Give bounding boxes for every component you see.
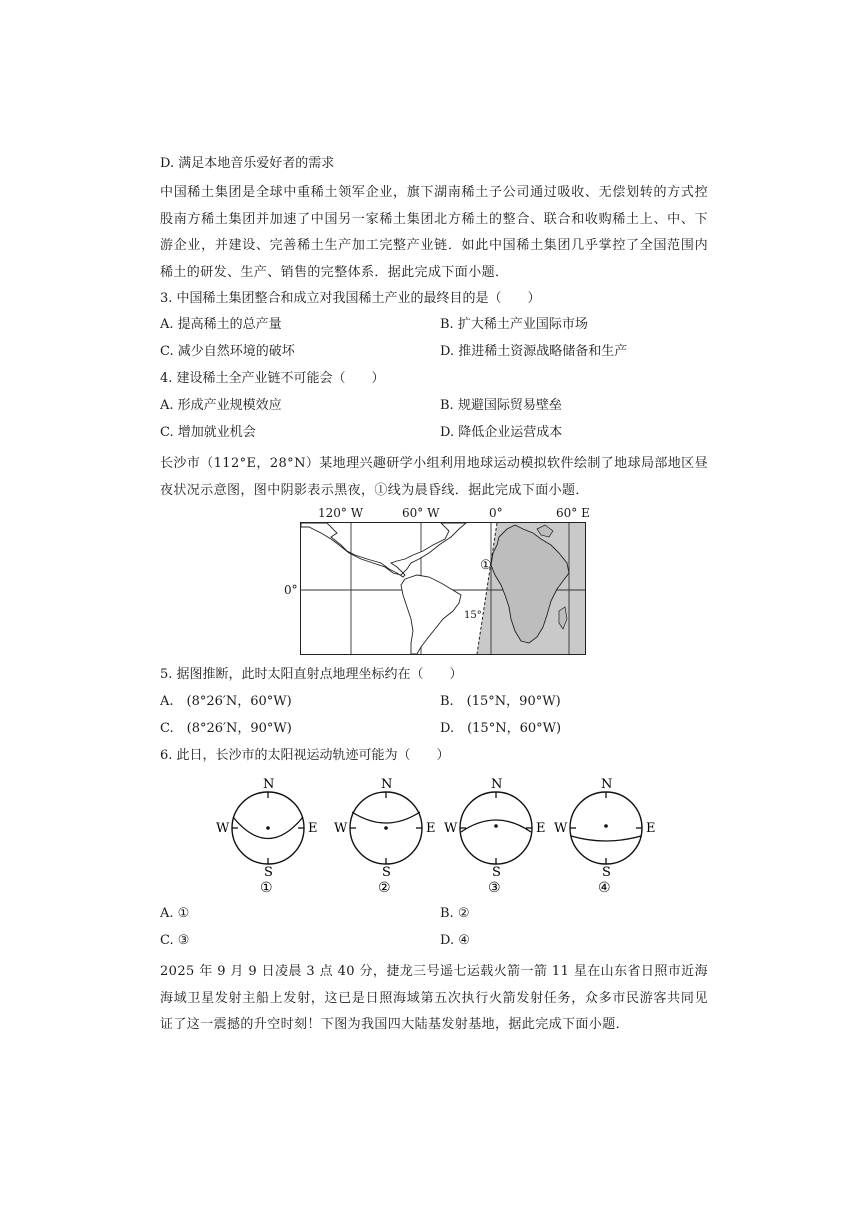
passage-rocket-launch: 2025 年 9 月 9 日凌晨 3 点 40 分，捷龙三号遥七运载火箭一箭 11 星在山东省日照市近海海域卫星发射主船上发射，这已是日照海域第五次执行火箭发射任务，众多市民游客共同见证了这一震撼的升空时刻！下图为我国四大陆基发射基地，据此完成下面小题． bbox=[160, 964, 708, 1032]
sun-path-diagram-4 bbox=[554, 777, 656, 896]
east-label: E bbox=[308, 821, 318, 836]
north-label: N bbox=[263, 777, 275, 792]
south-label: S bbox=[264, 865, 273, 880]
north-label: N bbox=[381, 777, 393, 792]
question-6-option-b: B. ② bbox=[440, 906, 470, 921]
map-lon-label-60e: 60° E bbox=[556, 506, 590, 520]
west-label: W bbox=[554, 821, 568, 836]
question-3-option-a: A. 提高稀土的总产量 bbox=[160, 317, 282, 332]
east-label: E bbox=[536, 821, 546, 836]
question-5-option-a: A. (8°26′N，60°W) bbox=[160, 694, 292, 709]
south-label: S bbox=[602, 865, 611, 880]
sun-path-diagram-3 bbox=[444, 777, 546, 896]
passage-changsha: 长沙市（112°E，28°N）某地理兴趣研学小组利用地球运动模拟软件绘制了地球局部地区昼夜状况示意图，图中阴影表示黑夜，①线为晨昏线．据此完成下面小题． bbox=[160, 456, 708, 498]
diagram-number: ③ bbox=[488, 880, 501, 896]
question-3-option-b: B. 扩大稀土产业国际市场 bbox=[440, 317, 588, 332]
diagram-number: ② bbox=[378, 880, 391, 896]
sun-path-svg bbox=[210, 772, 660, 897]
question-6-stem: 6. 此日，长沙市的太阳视运动轨迹可能为（ ） bbox=[160, 748, 450, 763]
map-lat-label-equator: 0° bbox=[284, 583, 298, 597]
angle-label: 15° bbox=[464, 610, 482, 621]
zenith-dot bbox=[266, 826, 270, 830]
zenith-dot bbox=[604, 824, 608, 828]
question-4-option-b: B. 规避国际贸易壁垒 bbox=[440, 398, 562, 413]
question-5-option-d: D. (15°N，60°W) bbox=[440, 721, 562, 736]
question-5-option-c: C. (8°26′N，90°W) bbox=[160, 721, 292, 736]
south-america-outline bbox=[401, 575, 461, 654]
horizon-circle bbox=[460, 792, 532, 864]
diagram-number: ① bbox=[260, 880, 273, 896]
west-label: W bbox=[216, 821, 230, 836]
question-5-stem: 5. 据图推断，此时太阳直射点地理坐标约在（ ） bbox=[160, 667, 463, 682]
sun-path-curve bbox=[352, 812, 420, 823]
west-label: W bbox=[444, 821, 458, 836]
north-america-outline bbox=[301, 523, 466, 577]
question-4-option-c: C. 增加就业机会 bbox=[160, 425, 256, 440]
sun-path-diagram-2 bbox=[334, 777, 436, 896]
day-night-map bbox=[300, 522, 586, 655]
zenith-dot bbox=[384, 826, 388, 830]
horizon-circle bbox=[570, 792, 642, 864]
prev-question-option-d: D. 满足本地音乐爱好者的需求 bbox=[160, 156, 335, 171]
north-label: N bbox=[601, 777, 613, 792]
east-label: E bbox=[426, 821, 436, 836]
terminator-marker: ① bbox=[480, 558, 492, 573]
question-6-option-d: D. ④ bbox=[440, 933, 470, 948]
map-lon-label-120w: 120° W bbox=[318, 506, 364, 520]
question-6-option-c: C. ③ bbox=[160, 933, 190, 948]
question-4-option-a: A. 形成产业规模效应 bbox=[160, 398, 282, 413]
question-3-option-c: C. 减少自然环境的破坏 bbox=[160, 344, 295, 359]
west-label: W bbox=[334, 821, 348, 836]
map-svg bbox=[301, 523, 585, 654]
question-5-option-b: B. (15°N，90°W) bbox=[440, 694, 561, 709]
question-6-option-a: A. ① bbox=[160, 906, 190, 921]
question-3-option-d: D. 推进稀土资源战略储备和生产 bbox=[440, 344, 628, 359]
south-label: S bbox=[382, 865, 391, 880]
map-lon-label-0: 0° bbox=[489, 506, 503, 520]
passage-rare-earth: 中国稀土集团是全球中重稀土领军企业，旗下湖南稀土子公司通过吸收、无偿划转的方式控股南方稀土集团并加速了中国另一家稀土集团北方稀土的整合、联合和收购稀土上、中、下游企业，并建设、完善稀土生产加工完整产业链．如此中国稀土集团几乎掌控了全国范围内稀土的研发、生产、销售的完整体系．据此完成下面小题． bbox=[160, 185, 708, 280]
map-lon-label-60w: 60° W bbox=[402, 506, 440, 520]
question-4-stem: 4. 建设稀土全产业链不可能会（ ） bbox=[160, 371, 385, 386]
sun-path-diagrams bbox=[210, 772, 660, 897]
question-3-stem: 3. 中国稀土集团整合和成立对我国稀土产业的最终目的是（ ） bbox=[160, 291, 541, 306]
east-label: E bbox=[646, 821, 656, 836]
sun-path-diagram-1 bbox=[216, 777, 318, 896]
north-label: N bbox=[491, 777, 503, 792]
south-label: S bbox=[492, 865, 501, 880]
question-4-option-d: D. 降低企业运营成本 bbox=[440, 425, 563, 440]
sun-path-curve bbox=[571, 836, 641, 841]
diagram-number: ④ bbox=[598, 880, 611, 896]
zenith-dot bbox=[494, 824, 498, 828]
